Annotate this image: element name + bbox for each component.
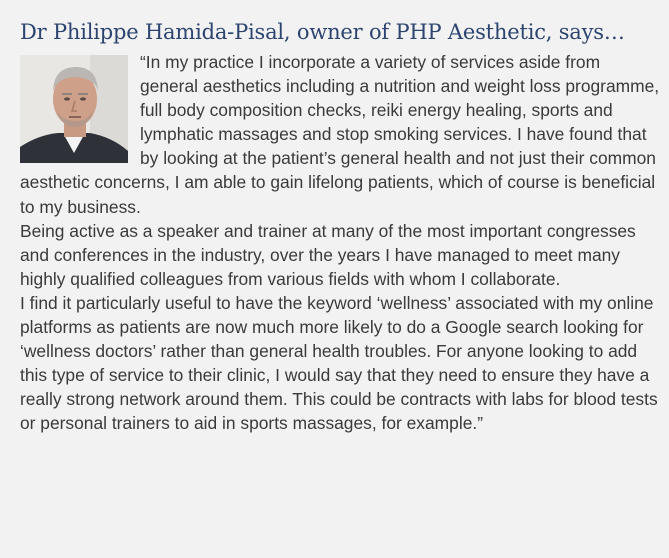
quote-paragraph-1: “In my practice I incorporate a variety of services aside from general aesthetics including a nutrition and weight loss programme, full body composition checks, reiki energy healing, sports and lymphatic massages and stop smoking services. I have found that by looking at the patient’s general health and not just their common aesthetic concerns, I am able to gain lifelong patients, which of course is beneficial to my business. (20, 52, 660, 217)
quote-heading: Dr Philippe Hamida-Pisal, owner of PHP Aesthetic, says… (20, 20, 625, 44)
quote-body (20, 50, 661, 436)
quote-paragraph-2: Being active as a speaker and trainer at many of the most important congresses and conferences in the industry, over the years I have managed to meet many highly qualified colleagues from various fields with whom I collaborate. (20, 220, 636, 289)
portrait-photo (20, 55, 128, 163)
portrait-icon (20, 55, 128, 163)
quote-paragraph-3: I find it particularly useful to have the keyword ‘wellness’ associated with my online platforms as patients are now much more likely to do a Google search looking for ‘wellness doctors’ rather than general health troubles. For anyone looking to add this type of service to their clinic, I would say that they need to ensure they have a really strong network around them. This could be contracts with labs for blood tests or personal trainers to aid in sports massages, for example.” (20, 292, 658, 434)
